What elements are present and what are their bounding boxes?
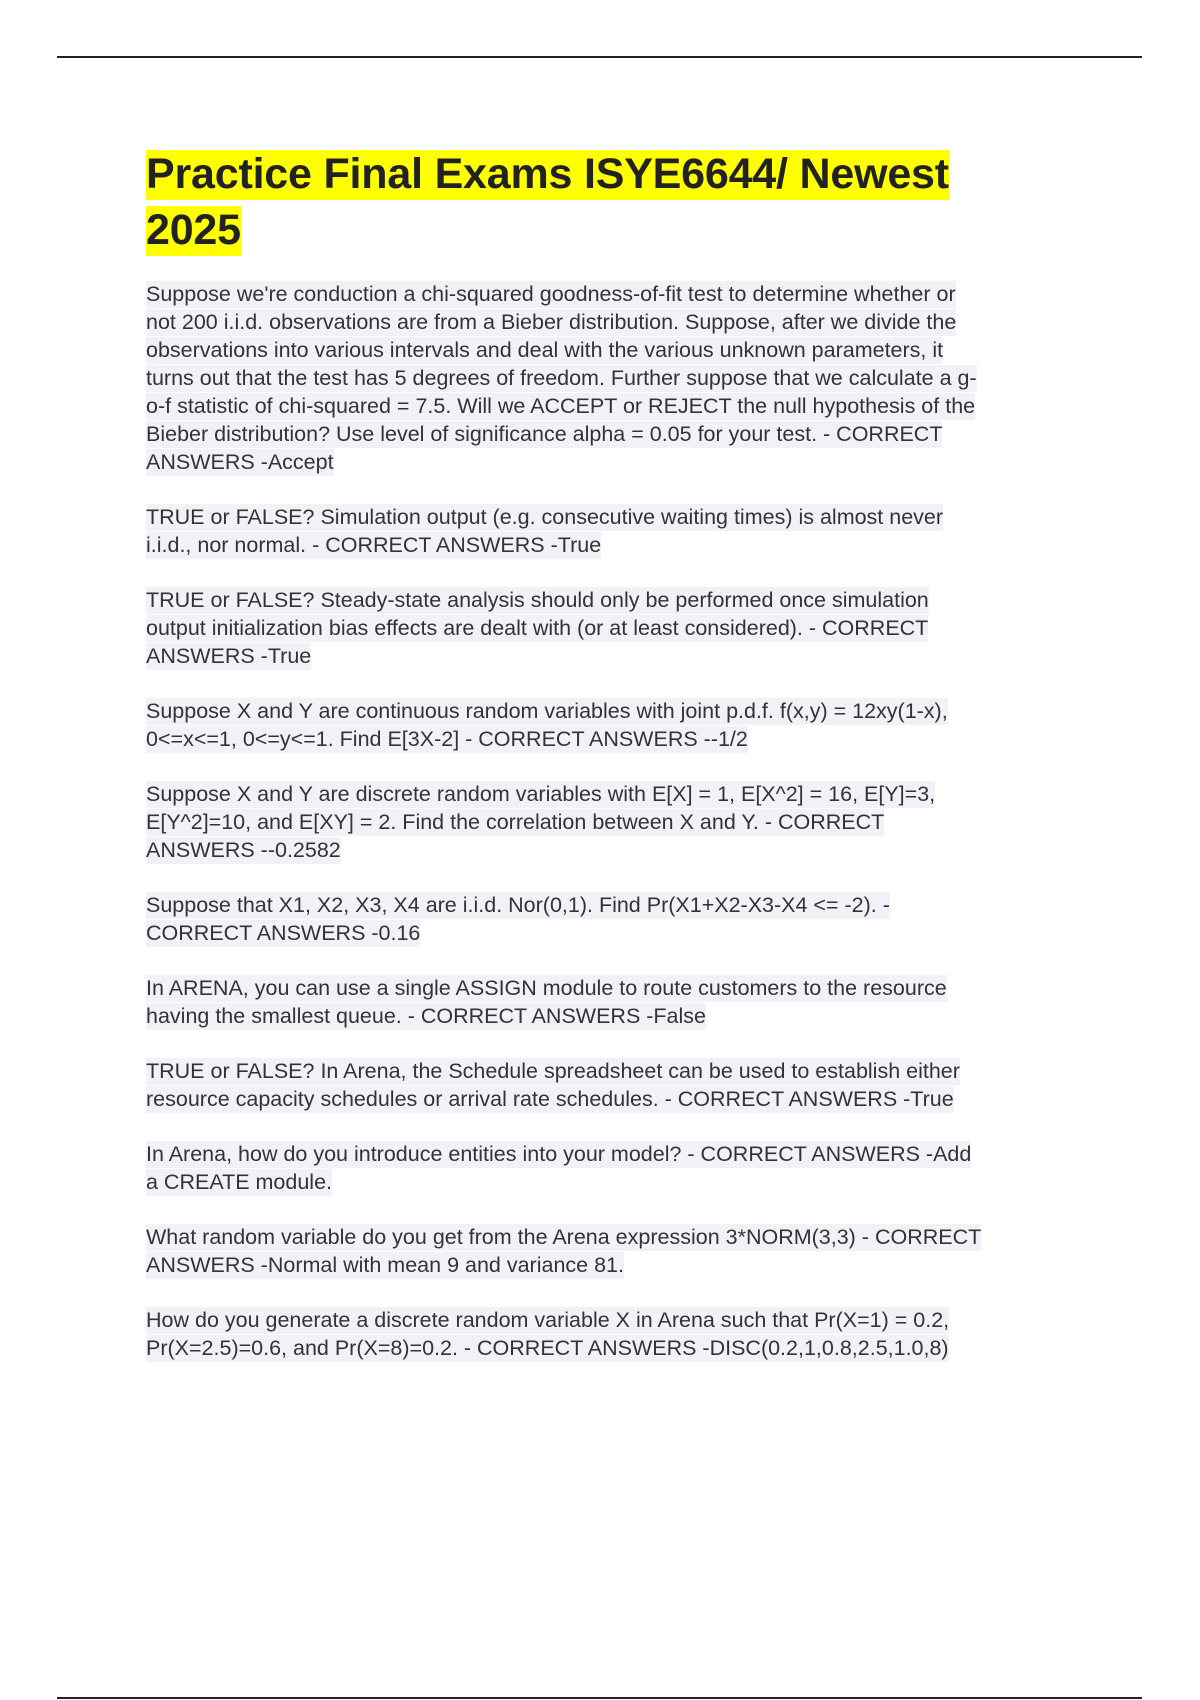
qa-item-7 (146, 974, 1106, 1030)
qa-line: observations into various intervals and deal with the various unknown parameters, it (146, 338, 944, 362)
qa-item-6 (146, 891, 1106, 947)
qa-line: a CREATE module. (146, 1170, 333, 1194)
qa-line: ANSWERS -Accept (146, 450, 334, 474)
bottom-divider (57, 1697, 1142, 1699)
qa-item-3 (146, 586, 1106, 670)
qa-line: turns out that the test has 5 degrees of freedom. Further suppose that we calculate a g- (146, 366, 977, 390)
qa-line: ANSWERS --0.2582 (146, 838, 341, 862)
qa-item-5 (146, 780, 1106, 864)
qa-line: E[Y^2]=10, and E[XY] = 2. Find the correlation between X and Y. - CORRECT (146, 810, 885, 834)
qa-line: How do you generate a discrete random variable X in Arena such that Pr(X=1) = 0.2, (146, 1308, 950, 1332)
qa-item-8 (146, 1057, 1106, 1113)
qa-line: ANSWERS -Normal with mean 9 and variance 81. (146, 1253, 624, 1277)
qa-line: Bieber distribution? Use level of significance alpha = 0.05 for your test. - CORRECT (146, 422, 943, 446)
qa-line: Suppose X and Y are discrete random variables with E[X] = 1, E[X^2] = 16, E[Y]=3, (146, 782, 936, 806)
document-title (146, 146, 1106, 258)
document-page (146, 146, 1106, 1389)
qa-line: not 200 i.i.d. observations are from a Bieber distribution. Suppose, after we divide the (146, 310, 957, 334)
qa-line: In ARENA, you can use a single ASSIGN module to route customers to the resource (146, 976, 947, 1000)
qa-item-2 (146, 503, 1106, 559)
qa-line: o-f statistic of chi-squared = 7.5. Will we ACCEPT or REJECT the null hypothesis of the (146, 394, 976, 418)
qa-line: TRUE or FALSE? Simulation output (e.g. consecutive waiting times) is almost never (146, 505, 944, 529)
qa-item-9 (146, 1140, 1106, 1196)
qa-line: Suppose we're conduction a chi-squared goodness-of-fit test to determine whether or (146, 282, 956, 306)
qa-item-4 (146, 697, 1106, 753)
qa-item-11 (146, 1306, 1106, 1362)
title-line-2: 2025 (146, 206, 241, 254)
qa-line: Suppose X and Y are continuous random variables with joint p.d.f. f(x,y) = 12xy(1-x), (146, 699, 948, 723)
qa-line: i.i.d., nor normal. - CORRECT ANSWERS -True (146, 533, 602, 557)
qa-line: ANSWERS -True (146, 644, 312, 668)
qa-line: TRUE or FALSE? In Arena, the Schedule spreadsheet can be used to establish either (146, 1059, 960, 1083)
qa-line: having the smallest queue. - CORRECT ANSWERS -False (146, 1004, 706, 1028)
qa-line: Pr(X=2.5)=0.6, and Pr(X=8)=0.2. - CORRECT ANSWERS -DISC(0.2,1,0.8,2.5,1.0,8) (146, 1336, 949, 1360)
qa-line: CORRECT ANSWERS -0.16 (146, 921, 421, 945)
qa-item-10 (146, 1223, 1106, 1279)
qa-list (146, 280, 1106, 1362)
top-divider (57, 56, 1142, 58)
qa-line: What random variable do you get from the Arena expression 3*NORM(3,3) - CORRECT (146, 1225, 982, 1249)
qa-line: TRUE or FALSE? Steady-state analysis should only be performed once simulation (146, 588, 929, 612)
qa-item-1 (146, 280, 1106, 476)
title-line-1: Practice Final Exams ISYE6644/ Newest (146, 150, 949, 198)
qa-line: 0<=x<=1, 0<=y<=1. Find E[3X-2] - CORRECT ANSWERS --1/2 (146, 727, 748, 751)
qa-line: output initialization bias effects are dealt with (or at least considered). - CORRECT (146, 616, 929, 640)
qa-line: Suppose that X1, X2, X3, X4 are i.i.d. Nor(0,1). Find Pr(X1+X2-X3-X4 <= -2). - (146, 893, 890, 917)
qa-line: resource capacity schedules or arrival rate schedules. - CORRECT ANSWERS -True (146, 1087, 954, 1111)
qa-line: In Arena, how do you introduce entities into your model? - CORRECT ANSWERS -Add (146, 1142, 972, 1166)
